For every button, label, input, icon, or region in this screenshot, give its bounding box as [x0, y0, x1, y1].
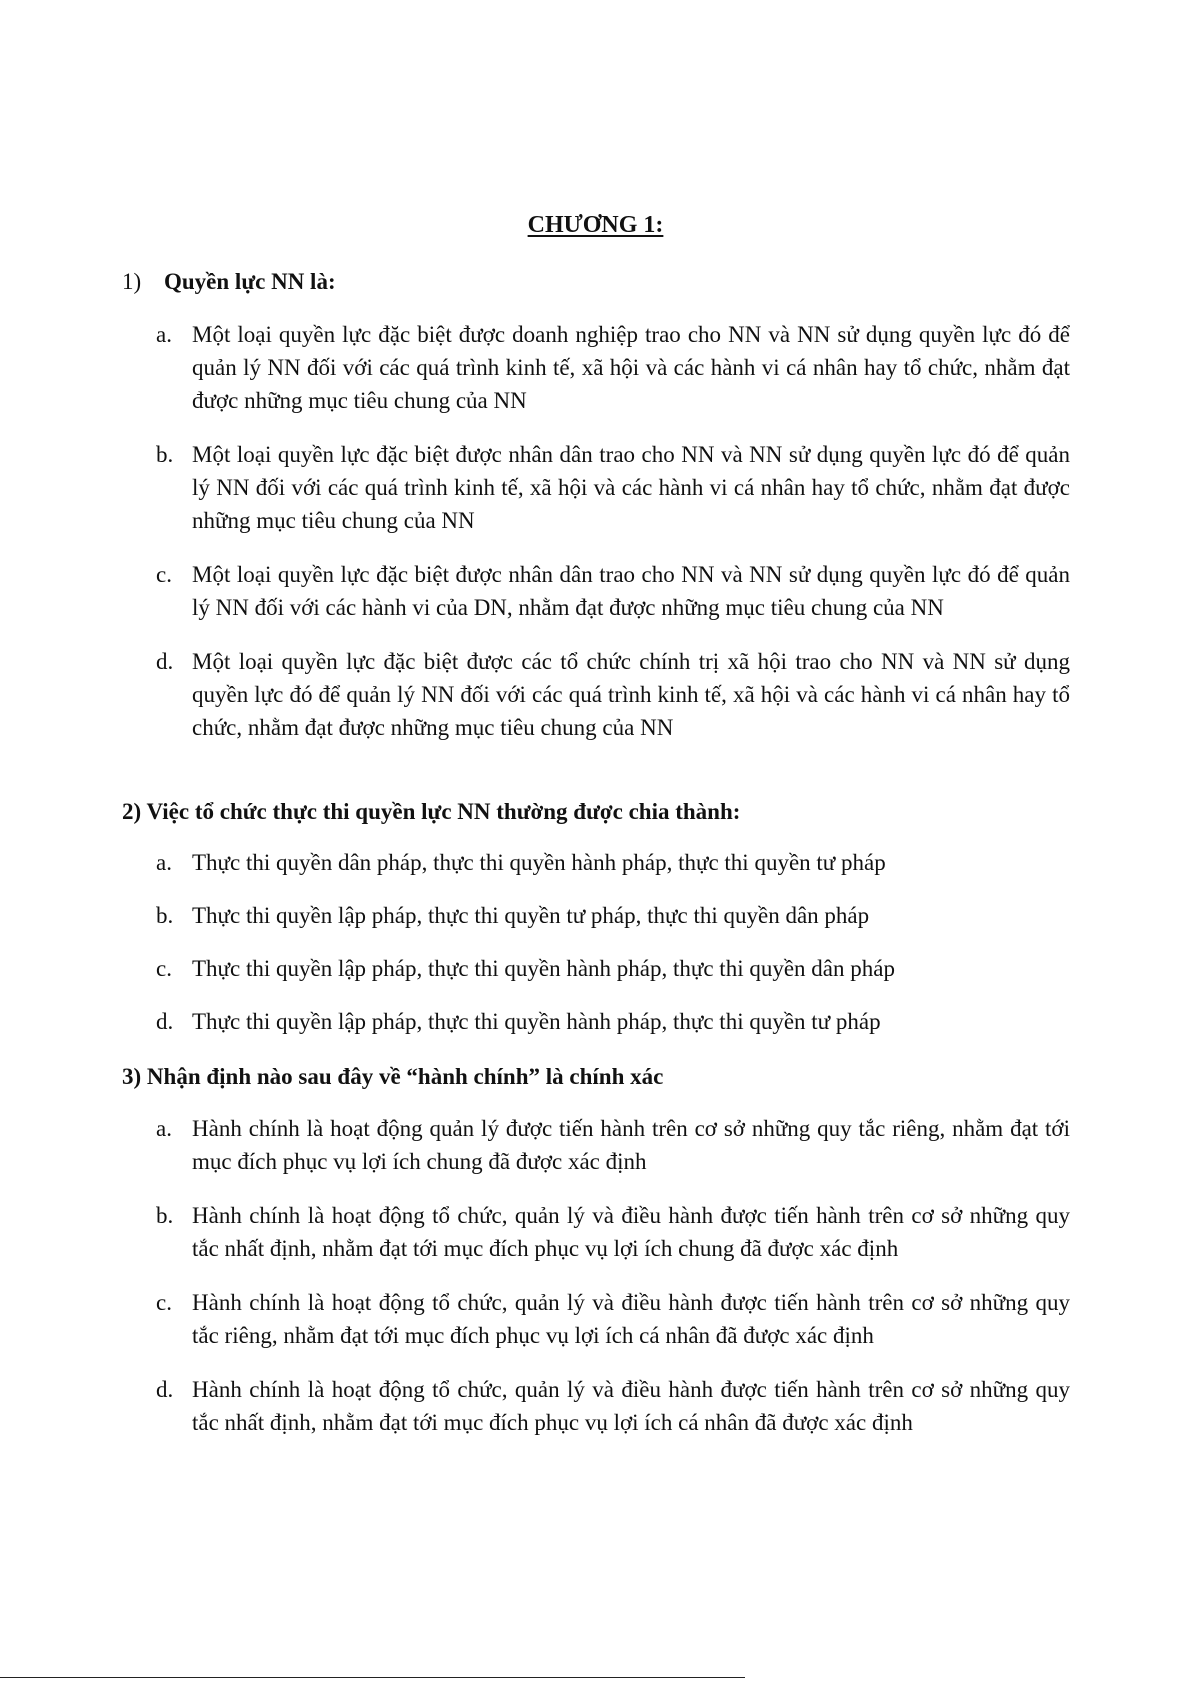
footer-divider [0, 1677, 745, 1678]
option-a [156, 846, 1070, 879]
option-c [156, 558, 1070, 624]
question-1 [122, 266, 336, 298]
question-3 [122, 1061, 663, 1093]
question-number: 2) [122, 799, 142, 824]
question-number: 3) [122, 1064, 142, 1089]
chapter-title: CHƯƠNG 1: [527, 212, 664, 238]
option-letter: b. [156, 903, 174, 928]
option-text: Hành chính là hoạt động tổ chức, quản lý và điều hành được tiến hành trên cơ sở những quy tắc nhất định, nhằm đạt tới mục đích phục vụ lợi ích chung đã được xác định [192, 1203, 1070, 1261]
option-letter: d. [156, 1009, 174, 1034]
option-text: Một loại quyền lực đặc biệt được doanh nghiệp trao cho NN và NN sử dụng quyền lực đó để quản lý NN đối với các quá trình kinh tế, xã hội và các hành vi cá nhân hay tổ chức, nhằm đạt được những mục tiêu chung của NN [192, 322, 1070, 413]
option-text: Hành chính là hoạt động tổ chức, quản lý và điều hành được tiến hành trên cơ sở những quy tắc nhất định, nhằm đạt tới mục đích phục vụ lợi ích cá nhân đã được xác định [192, 1377, 1070, 1435]
option-text: Thực thi quyền lập pháp, thực thi quyền tư pháp, thực thi quyền dân pháp [192, 903, 870, 928]
question-2 [122, 796, 740, 828]
question-number: 1) [122, 269, 142, 294]
question-text: Nhận định nào sau đây về “hành chính” là chính xác [146, 1064, 664, 1089]
option-d [156, 645, 1070, 744]
option-text: Thực thi quyền lập pháp, thực thi quyền hành pháp, thực thi quyền dân pháp [192, 956, 895, 981]
option-c [156, 1286, 1070, 1352]
option-text: Một loại quyền lực đặc biệt được nhân dân trao cho NN và NN sử dụng quyền lực đó để quản lý NN đối với các quá trình kinh tế, xã hội và các hành vi cá nhân hay tổ chức, nhằm đạt được những mục tiêu chung của NN [192, 442, 1070, 533]
option-text: Hành chính là hoạt động quản lý được tiến hành trên cơ sở những quy tắc riêng, nhằm đạt tới mục đích phục vụ lợi ích chung đã được xác định [192, 1116, 1070, 1174]
question-2-options [156, 846, 1070, 1058]
option-letter: c. [156, 956, 172, 981]
option-c [156, 952, 1070, 985]
option-letter: d. [156, 649, 174, 674]
question-text: Quyền lực NN là: [164, 269, 336, 294]
option-letter: a. [156, 322, 172, 347]
option-text: Hành chính là hoạt động tổ chức, quản lý và điều hành được tiến hành trên cơ sở những quy tắc riêng, nhằm đạt tới mục đích phục vụ lợi ích cá nhân đã được xác định [192, 1290, 1070, 1348]
option-letter: a. [156, 1116, 172, 1141]
question-1-options [156, 318, 1070, 765]
option-b [156, 438, 1070, 537]
option-b [156, 1199, 1070, 1265]
option-letter: d. [156, 1377, 174, 1402]
option-letter: c. [156, 562, 172, 587]
option-d [156, 1373, 1070, 1439]
option-a [156, 1112, 1070, 1178]
option-a [156, 318, 1070, 417]
option-text: Một loại quyền lực đặc biệt được các tổ chức chính trị xã hội trao cho NN và NN sử dụng quyền lực đó để quản lý NN đối với các quá trình kinh tế, xã hội và các hành vi cá nhân hay tổ chức, nhằm đạt được những mục tiêu chung của NN [192, 649, 1070, 740]
option-letter: b. [156, 442, 174, 467]
option-text: Thực thi quyền lập pháp, thực thi quyền hành pháp, thực thi quyền tư pháp [192, 1009, 881, 1034]
option-d [156, 1005, 1070, 1038]
option-b [156, 899, 1070, 932]
option-letter: a. [156, 850, 172, 875]
question-3-options [156, 1112, 1070, 1460]
option-letter: c. [156, 1290, 172, 1315]
option-text: Một loại quyền lực đặc biệt được nhân dân trao cho NN và NN sử dụng quyền lực đó để quản lý NN đối với các hành vi của DN, nhằm đạt được những mục tiêu chung của NN [192, 562, 1070, 620]
option-letter: b. [156, 1203, 174, 1228]
option-text: Thực thi quyền dân pháp, thực thi quyền hành pháp, thực thi quyền tư pháp [192, 850, 886, 875]
question-text: Việc tổ chức thực thi quyền lực NN thường được chia thành: [146, 799, 741, 824]
